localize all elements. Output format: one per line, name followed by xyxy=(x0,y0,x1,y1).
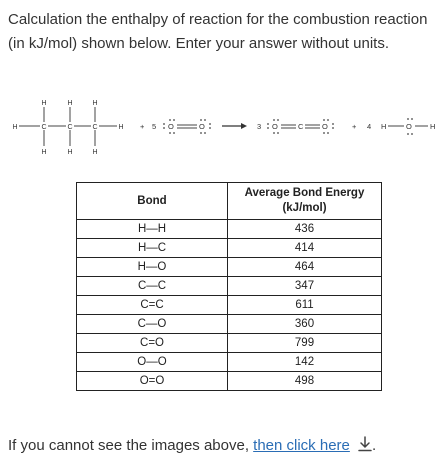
h2o-coefficient: 4 xyxy=(367,122,372,131)
bond-cell: C—C xyxy=(77,277,228,296)
bond-energy-table xyxy=(76,182,382,391)
energy-cell: 436 xyxy=(228,220,382,239)
table-row xyxy=(77,372,382,391)
energy-column-header xyxy=(228,183,382,220)
ethane-h-top-2: H xyxy=(67,100,73,107)
co2-atom-c: C xyxy=(298,122,304,131)
ethane-c-2: C xyxy=(67,124,73,131)
co2-coefficient: 3 xyxy=(257,122,262,131)
fallback-prefix: If you cannot see the images above, xyxy=(8,436,254,454)
download-arrow-icon[interactable] xyxy=(358,436,372,456)
bond-cell: C=C xyxy=(77,296,228,315)
co2-atom-o-2: O xyxy=(322,122,328,131)
energy-cell: 360 xyxy=(228,315,382,334)
table-header-row xyxy=(77,183,382,220)
energy-cell: 347 xyxy=(228,277,382,296)
ethane-h-bottom-3: H xyxy=(92,149,98,156)
table-row xyxy=(77,334,382,353)
h2o-atom-h-1: H xyxy=(381,122,387,131)
plus-sign-2: + xyxy=(352,122,357,131)
image-fallback-note xyxy=(8,436,376,456)
ethane-h-top-1: H xyxy=(41,100,47,107)
plus-sign-1: + xyxy=(140,122,145,131)
o2-atom-1: O xyxy=(168,122,174,131)
ethane-h-bottom-2: H xyxy=(67,149,73,156)
table-row xyxy=(77,258,382,277)
table-row xyxy=(77,353,382,372)
fallback-suffix: . xyxy=(372,436,377,454)
bond-cell: C—O xyxy=(77,315,228,334)
energy-cell: 142 xyxy=(228,353,382,372)
ethane-c-1: C xyxy=(41,124,47,131)
h2o-atom-h-2: H xyxy=(430,122,436,131)
ethane-h-top-3: H xyxy=(92,100,98,107)
energy-cell: 498 xyxy=(228,372,382,391)
energy-cell: 611 xyxy=(228,296,382,315)
bond-column-header: Bond xyxy=(77,183,228,220)
energy-header-title: Average Bond Energy xyxy=(244,187,365,199)
click-here-link[interactable]: then click here xyxy=(253,436,350,454)
bond-cell: H—H xyxy=(77,220,228,239)
reaction-scheme xyxy=(0,92,445,172)
table-row xyxy=(77,315,382,334)
table-row xyxy=(77,239,382,258)
bond-cell: O—O xyxy=(77,353,228,372)
co2-atom-o-1: O xyxy=(272,122,278,131)
table-row xyxy=(77,277,382,296)
table-row xyxy=(77,296,382,315)
bond-cell: C=O xyxy=(77,334,228,353)
bond-cell: H—O xyxy=(77,258,228,277)
energy-cell: 464 xyxy=(228,258,382,277)
h2o-atom-o: O xyxy=(406,122,412,131)
ethane-h-right: H xyxy=(118,124,124,131)
energy-header-unit: (kJ/mol) xyxy=(282,202,327,214)
ethane-h-bottom-1: H xyxy=(41,149,47,156)
ethane-c-3: C xyxy=(92,124,98,131)
table-row xyxy=(77,220,382,239)
energy-cell: 799 xyxy=(228,334,382,353)
question-text: Calculation the enthalpy of reaction for the combustion reaction (in kJ/mol) shown below. Enter your answer without units. xyxy=(8,11,428,52)
o2-coefficient: 5 xyxy=(152,122,157,131)
energy-cell: 414 xyxy=(228,239,382,258)
bond-cell: O=O xyxy=(77,372,228,391)
bond-cell: H—C xyxy=(77,239,228,258)
ethane-h-left: H xyxy=(12,124,18,131)
o2-atom-2: O xyxy=(199,122,205,131)
